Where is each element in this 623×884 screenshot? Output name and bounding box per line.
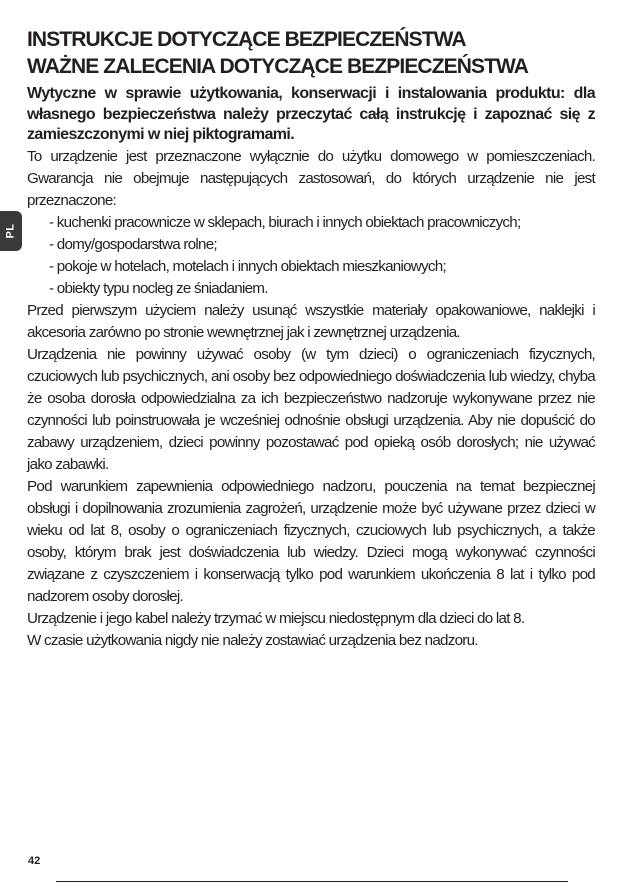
- page-content: [27, 26, 595, 652]
- heading-line-1: INSTRUKCJE DOTYCZĄCE BEZPIECZEŃSTWA: [27, 28, 466, 51]
- exclusion-item: - kuchenki pracownicze w sklepach, biurach i innych obiektach pracowniczych;: [49, 213, 521, 231]
- intro-paragraph: To urządzenie jest przeznaczone wyłącznie do użytku domowego w pomieszczeniach. Gwarancja nie obejmuje następujących zastosowań, do których urządzenie nie jest przeznaczone:: [27, 147, 595, 209]
- cable-storage-paragraph: Urządzenie i jego kabel należy trzymać w miejscu niedostępnym dla dzieci do lat 8.: [27, 609, 525, 627]
- lead-paragraph: Wytyczne w sprawie użytkowania, konserwacji i instalowania produktu: dla własnego bezpieczeństwa należy przeczytać całą instrukcję i zapoznać się z zamieszczonymi w niej piktogramami.: [27, 85, 595, 143]
- page-heading: [27, 26, 595, 80]
- restricted-users-paragraph: Urządzenia nie powinny używać osoby (w tym dzieci) o ograniczeniach fizycznych, czuciowych lub psychicznych, ani osoby bez odpowiedniego doświadczenia lub wiedzy, chyba że osoba dorosła odpowiedzialna za ich bezpieczeństwo nadzoruje wykonywane przez nie czynności lub poinstruowała je wcześniej odnośnie obsługi urządzenia. Aby nie dopuścić do zabawy urządzeniem, dzieci powinny pozostawać pod opieką osób dorosłych; nie używać jako zabawki.: [27, 345, 595, 473]
- exclusion-item: - obiekty typu nocleg ze śniadaniem.: [49, 279, 268, 297]
- exclusion-item: - domy/gospodarstwa rolne;: [49, 235, 217, 253]
- page-number: 42: [28, 855, 41, 867]
- heading-line-2: WAŻNE ZALECENIA DOTYCZĄCE BEZPIECZEŃSTWA: [27, 55, 529, 78]
- language-tab-label: PL: [5, 223, 17, 239]
- packaging-paragraph: Przed pierwszym użyciem należy usunąć wszystkie materiały opakowaniowe, naklejki i akcesoria zarówno po stronie wewnętrznej jak i zewnętrznej urządzenia.: [27, 301, 595, 341]
- exclusion-item: - pokoje w hotelach, motelach i innych obiektach mieszkaniowych;: [49, 257, 446, 275]
- footer-rule: [56, 881, 568, 882]
- supervised-use-paragraph: Pod warunkiem zapewnienia odpowiedniego nadzoru, pouczenia na temat bezpiecznej obsługi i dopilnowania zrozumienia zagrożeń, urządzenie może być używane przez dzieci w wieku od lat 8, osoby o ograniczeniach fizycznych, czuciowych lub psychicznych, a także osoby, którym brak jest doświadczenia lub wiedzy. Dzieci mogą wykonywać czynności związane z czyszczeniem i konserwacją tylko pod warunkiem ukończenia 8 lat i tylko pod nadzorem osoby dorosłej.: [27, 477, 595, 605]
- unattended-paragraph: W czasie użytkowania nigdy nie należy zostawiać urządzenia bez nadzoru.: [27, 631, 478, 649]
- language-tab: [0, 211, 22, 251]
- exclusion-list: [27, 212, 595, 300]
